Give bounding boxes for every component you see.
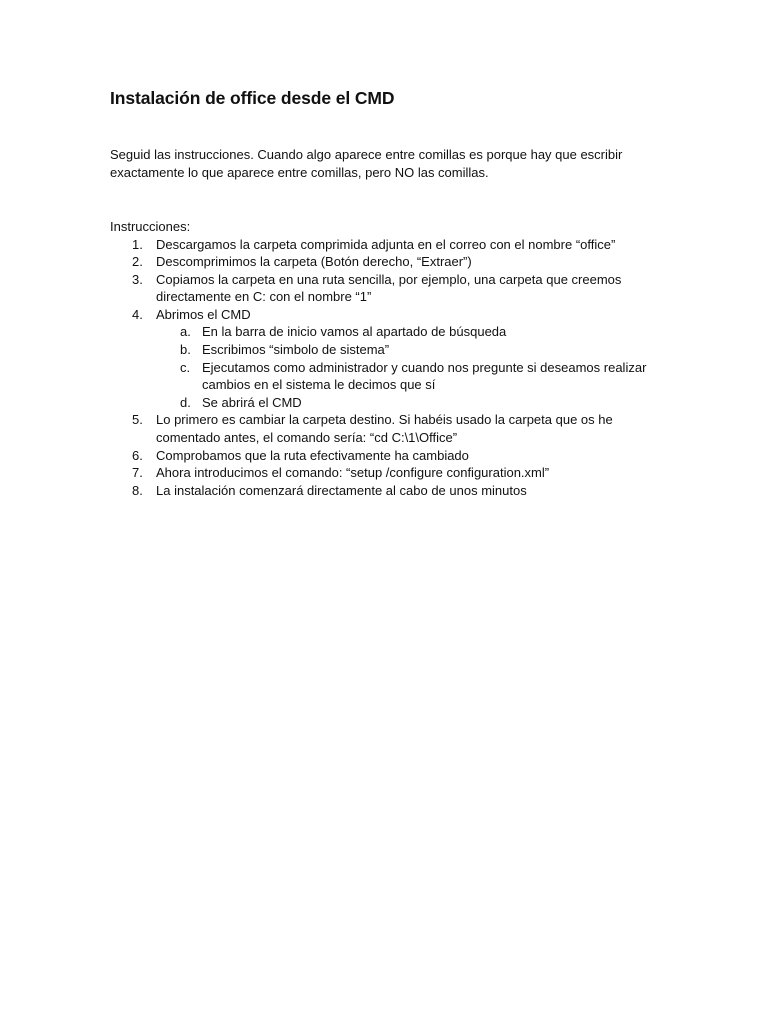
substep-text: Se abrirá el CMD — [202, 394, 302, 410]
list-item — [110, 464, 655, 482]
step-text: La instalación comenzará directamente al cabo de unos minutos — [156, 482, 527, 498]
sublist-item — [156, 394, 655, 412]
substep-text: Ejecutamos como administrador y cuando nos pregunte si deseamos realizar cambios en el sistema le decimos que sí — [202, 359, 647, 393]
step-text: Abrimos el CMD — [156, 306, 251, 322]
substep-text: Escribimos “simbolo de sistema” — [202, 342, 390, 358]
document-body — [110, 87, 655, 499]
step-number: 2. — [132, 254, 143, 270]
substeps-list — [156, 323, 655, 411]
step-number: 1. — [132, 236, 143, 252]
list-item — [110, 236, 655, 254]
step-number: 8. — [132, 482, 143, 498]
list-item — [110, 411, 655, 446]
step-text: Comprobamos que la ruta efectivamente ha cambiado — [156, 447, 469, 463]
step-text: Lo primero es cambiar la carpeta destino. Si habéis usado la carpeta que os he comentado antes, el comando sería: “cd C:\1\Office” — [156, 412, 613, 446]
document-title: Instalación de office desde el CMD — [110, 88, 395, 108]
step-number: 6. — [132, 447, 143, 463]
step-number: 3. — [132, 271, 143, 287]
step-number: 4. — [132, 306, 143, 322]
steps-list — [110, 236, 655, 500]
substep-text: En la barra de inicio vamos al apartado de búsqueda — [202, 324, 507, 340]
step-text: Ahora introducimos el comando: “setup /configure configuration.xml” — [156, 465, 550, 481]
substep-letter: b. — [180, 342, 191, 358]
list-item — [110, 447, 655, 465]
intro-paragraph: Seguid las instrucciones. Cuando algo aparece entre comillas es porque hay que escribir exactamente lo que aparece entre comillas, pero NO las comillas. — [110, 147, 623, 180]
step-number: 7. — [132, 465, 143, 481]
list-item — [110, 271, 655, 306]
sublist-item — [156, 323, 655, 341]
list-item — [110, 306, 655, 412]
list-item — [110, 253, 655, 271]
substep-letter: c. — [180, 359, 191, 375]
sublist-item — [156, 359, 655, 394]
list-item — [110, 482, 655, 500]
step-text: Copiamos la carpeta en una ruta sencilla, por ejemplo, una carpeta que creemos directamente en C: con el nombre “1” — [156, 271, 622, 305]
step-text: Descomprimimos la carpeta (Botón derecho, “Extraer”) — [156, 254, 472, 270]
substep-letter: a. — [180, 324, 191, 340]
step-number: 5. — [132, 412, 143, 428]
instructions-heading: Instrucciones: — [110, 219, 191, 234]
substep-letter: d. — [180, 394, 191, 410]
step-text: Descargamos la carpeta comprimida adjunta en el correo con el nombre “office” — [156, 236, 616, 252]
sublist-item — [156, 341, 655, 359]
